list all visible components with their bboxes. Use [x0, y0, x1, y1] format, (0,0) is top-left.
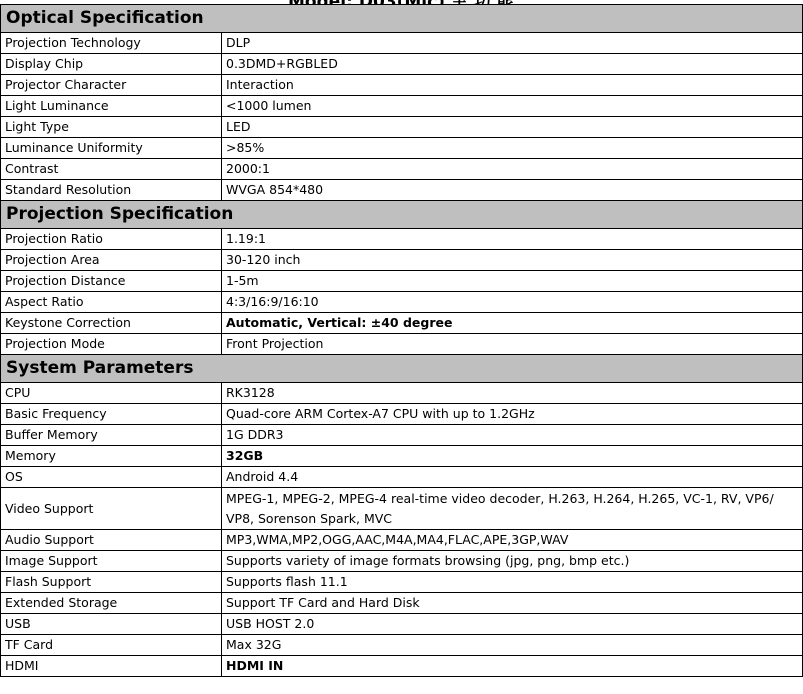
spec-label: Projection Mode — [1, 334, 222, 355]
table-row — [1, 593, 803, 614]
spec-value: 0.3DMD+RGBLED — [222, 54, 803, 75]
table-row — [1, 446, 803, 467]
spec-value: USB HOST 2.0 — [222, 614, 803, 635]
spec-label: Display Chip — [1, 54, 222, 75]
spec-value: RK3128 — [222, 383, 803, 404]
table-row — [1, 488, 803, 530]
spec-label: TF Card — [1, 635, 222, 656]
spec-label: Flash Support — [1, 572, 222, 593]
spec-label: Projection Area — [1, 250, 222, 271]
table-row — [1, 229, 803, 250]
table-row — [1, 54, 803, 75]
spec-value: Automatic, Vertical: ±40 degree — [222, 313, 803, 334]
section-title: System Parameters — [1, 355, 803, 383]
spec-value: 1G DDR3 — [222, 425, 803, 446]
spec-value: LED — [222, 117, 803, 138]
table-row — [1, 313, 803, 334]
spec-value: Supports flash 11.1 — [222, 572, 803, 593]
spec-value: <1000 lumen — [222, 96, 803, 117]
table-row — [1, 425, 803, 446]
spec-label: Buffer Memory — [1, 425, 222, 446]
spec-value: 32GB — [222, 446, 803, 467]
spec-value: HDMI IN — [222, 656, 803, 677]
spec-label: Keystone Correction — [1, 313, 222, 334]
table-row — [1, 572, 803, 593]
spec-label: Memory — [1, 446, 222, 467]
table-row — [1, 551, 803, 572]
spec-value: Front Projection — [222, 334, 803, 355]
spec-label: Basic Frequency — [1, 404, 222, 425]
table-row — [1, 75, 803, 96]
table-row — [1, 404, 803, 425]
spec-value: Supports variety of image formats browsing (jpg, png, bmp etc.) — [222, 551, 803, 572]
spec-value: Interaction — [222, 75, 803, 96]
table-row — [1, 271, 803, 292]
section-header-row — [1, 355, 803, 383]
table-row — [1, 250, 803, 271]
spec-label: Extended Storage — [1, 593, 222, 614]
spec-value: DLP — [222, 33, 803, 54]
section-title: Projection Specification — [1, 201, 803, 229]
spec-label: HDMI — [1, 656, 222, 677]
spec-label: CPU — [1, 383, 222, 404]
table-row — [1, 656, 803, 677]
spec-label: Standard Resolution — [1, 180, 222, 201]
section-header-row — [1, 201, 803, 229]
table-row — [1, 467, 803, 488]
table-row — [1, 383, 803, 404]
table-row — [1, 334, 803, 355]
table-row — [1, 117, 803, 138]
spec-value: WVGA 854*480 — [222, 180, 803, 201]
spec-label: Light Luminance — [1, 96, 222, 117]
section-header-row — [1, 5, 803, 33]
spec-table — [0, 4, 803, 677]
table-row — [1, 635, 803, 656]
spec-label: Projection Distance — [1, 271, 222, 292]
spec-label: Projector Character — [1, 75, 222, 96]
spec-label: Light Type — [1, 117, 222, 138]
table-row — [1, 159, 803, 180]
table-row — [1, 138, 803, 159]
spec-label: USB — [1, 614, 222, 635]
spec-label: Audio Support — [1, 530, 222, 551]
spec-label: Luminance Uniformity — [1, 138, 222, 159]
table-row — [1, 33, 803, 54]
table-row — [1, 96, 803, 117]
table-row — [1, 180, 803, 201]
spec-label: Contrast — [1, 159, 222, 180]
spec-label: Projection Ratio — [1, 229, 222, 250]
spec-label: Video Support — [1, 488, 222, 530]
table-row — [1, 530, 803, 551]
spec-table-body — [1, 5, 803, 677]
spec-value: Android 4.4 — [222, 467, 803, 488]
spec-value: 1-5m — [222, 271, 803, 292]
spec-value: 1.19:1 — [222, 229, 803, 250]
spec-value: 2000:1 — [222, 159, 803, 180]
spec-value: Support TF Card and Hard Disk — [222, 593, 803, 614]
spec-value: MP3,WMA,MP2,OGG,AAC,M4A,MA4,FLAC,APE,3GP,WAV — [222, 530, 803, 551]
table-row — [1, 292, 803, 313]
spec-value: MPEG-1, MPEG-2, MPEG-4 real-time video decoder, H.263, H.264, H.265, VC-1, RV, VP6/ VP8, Sorenson Spark, MVC — [222, 488, 803, 530]
spec-label: OS — [1, 467, 222, 488]
section-title: Optical Specification — [1, 5, 803, 33]
spec-label: Aspect Ratio — [1, 292, 222, 313]
table-row — [1, 614, 803, 635]
spec-value: 30-120 inch — [222, 250, 803, 271]
spec-value: >85% — [222, 138, 803, 159]
spec-label: Image Support — [1, 551, 222, 572]
spec-value: 4:3/16:9/16:10 — [222, 292, 803, 313]
spec-label: Projection Technology — [1, 33, 222, 54]
spec-value: Quad-core ARM Cortex-A7 CPU with up to 1.2GHz — [222, 404, 803, 425]
spec-value: Max 32G — [222, 635, 803, 656]
